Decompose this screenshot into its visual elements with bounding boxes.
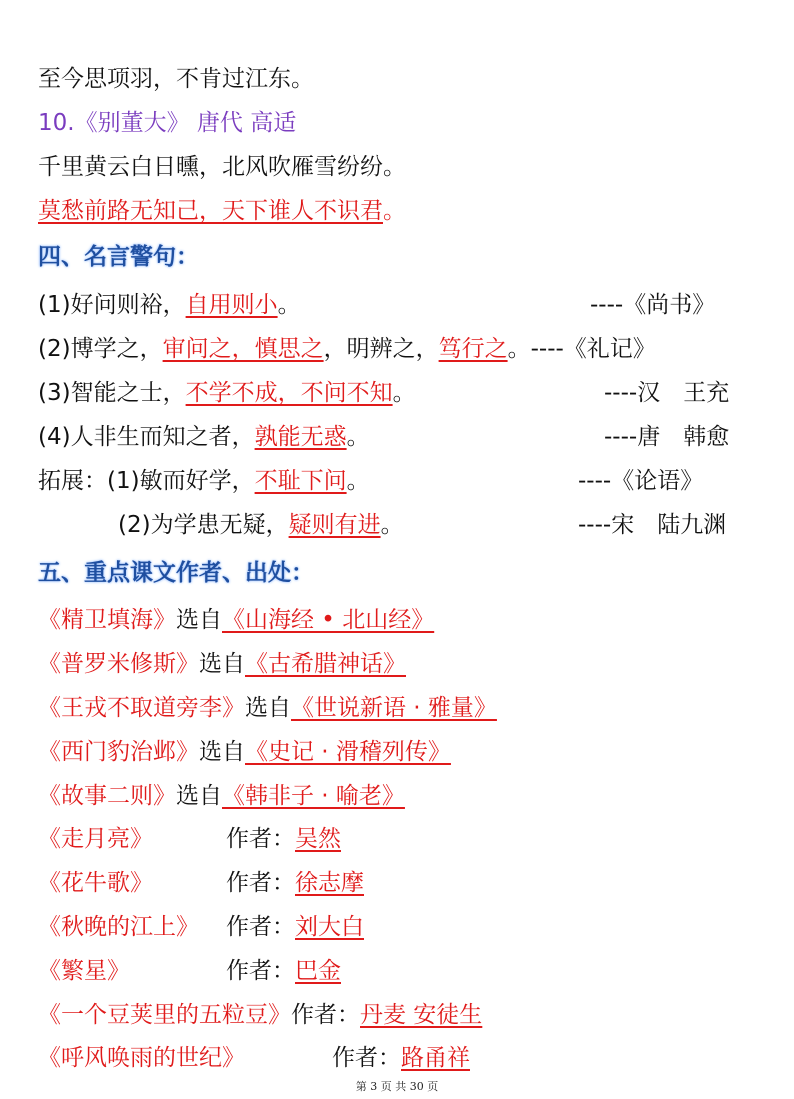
text-title: 《普罗米修斯》 — [38, 651, 199, 677]
answer-text: 莫愁前路无知己，天下谁人不识君 — [38, 198, 383, 224]
poem-title: 10.《别董大》 唐代 高适 — [38, 110, 297, 136]
author-label: 作者： — [226, 914, 295, 940]
text-title: 《走月亮》 — [38, 826, 153, 852]
author-row — [226, 912, 364, 942]
answer-text: 不耻下问 — [254, 468, 347, 494]
answer-text: 徐志摩 — [295, 870, 364, 896]
source-row — [38, 781, 405, 811]
answer-text: 不学不成，不问不知 — [185, 380, 393, 406]
source-label: 选自 — [199, 739, 245, 765]
author-row — [226, 956, 341, 986]
text-title: 《呼风唤雨的世纪》 — [38, 1045, 245, 1071]
page-footer: 第 3 页 共 30 页 — [355, 1080, 439, 1093]
answer-text: 疑则有进 — [288, 512, 381, 538]
text-title: 《故事二则》 — [38, 783, 176, 809]
answer-text: 路甬祥 — [401, 1045, 470, 1071]
answer-text: 笃行之 — [438, 336, 508, 362]
poem-line-filled — [38, 196, 406, 226]
source-row — [38, 649, 406, 679]
quote-prefix: (2)博学之， — [38, 336, 163, 362]
source-row — [38, 605, 434, 635]
quote-row — [38, 378, 416, 408]
text-title: 《西门豹治邺》 — [38, 739, 199, 765]
punctuation: 。 — [392, 380, 416, 406]
text-title: 《王戎不取道旁李》 — [38, 695, 245, 721]
author-label: 作者： — [226, 958, 295, 984]
source-label: 选自 — [176, 607, 222, 633]
text-title: 《秋晚的江上》 — [38, 914, 199, 940]
source-row — [38, 693, 497, 723]
answer-text: 《古希腊神话》 — [245, 651, 406, 677]
quote-prefix: 拓展：(1)敏而好学， — [38, 468, 255, 494]
quote-source: ----《论语》 — [578, 468, 704, 494]
answer-text: 《山海经 • 北山经》 — [222, 607, 435, 633]
quote-mid: ，明辨之， — [323, 336, 439, 362]
quote-source: ----唐 韩愈 — [604, 424, 730, 450]
author-label: 作者： — [226, 826, 295, 852]
author-label: 作者： — [291, 1002, 360, 1028]
quote-prefix: (2)为学患无疑， — [118, 512, 289, 538]
source-label: 选自 — [176, 783, 222, 809]
answer-text: 《史记 · 滑稽列传》 — [245, 739, 451, 765]
answer-text: 《韩非子 · 喻老》 — [222, 783, 405, 809]
quote-row — [38, 334, 656, 364]
text-title: 《花牛歌》 — [38, 870, 153, 896]
answer-text: 丹麦 安徒生 — [360, 1002, 483, 1028]
source-row — [38, 737, 451, 767]
answer-text: 《世说新语 · 雅量》 — [291, 695, 497, 721]
quote-source: ----《礼记》 — [530, 336, 656, 362]
quote-row — [118, 510, 404, 540]
author-label: 作者： — [226, 870, 295, 896]
author-row — [226, 824, 341, 854]
answer-text: 自用则小 — [185, 292, 278, 318]
quote-source: ----宋 陆九渊 — [578, 512, 727, 538]
author-row — [332, 1043, 470, 1073]
section-heading: 四、名言警句： — [38, 244, 199, 270]
answer-text: 吴然 — [295, 826, 341, 852]
quote-prefix: (4)人非生而知之者， — [38, 424, 255, 450]
poem-line: 千里黄云白日曛，北风吹雁雪纷纷。 — [38, 154, 406, 180]
answer-text: 巴金 — [295, 958, 341, 984]
punctuation: 。 — [346, 468, 370, 494]
quote-row — [38, 422, 370, 452]
quote-row — [38, 290, 301, 320]
text-title: 《一个豆荚里的五粒豆》 — [38, 1002, 291, 1028]
punctuation: 。 — [380, 512, 404, 538]
answer-text: 孰能无惑 — [254, 424, 347, 450]
quote-source: ----汉 王充 — [604, 380, 730, 406]
quote-prefix: (1)好问则裕， — [38, 292, 186, 318]
punctuation: 。 — [507, 336, 531, 362]
author-label: 作者： — [332, 1045, 401, 1071]
answer-text: 刘大白 — [295, 914, 364, 940]
text-title: 《繁星》 — [38, 958, 130, 984]
source-label: 选自 — [199, 651, 245, 677]
author-row — [226, 868, 364, 898]
punctuation: 。 — [346, 424, 370, 450]
answer-text: 审问之，慎思之 — [162, 336, 324, 362]
punctuation: 。 — [277, 292, 301, 318]
punctuation: 。 — [383, 198, 406, 224]
section-heading: 五、重点课文作者、出处： — [38, 560, 314, 586]
quote-prefix: (3)智能之士， — [38, 380, 186, 406]
quote-row — [38, 466, 370, 496]
text-title: 《精卫填海》 — [38, 607, 176, 633]
author-row — [38, 1000, 482, 1030]
source-label: 选自 — [245, 695, 291, 721]
quote-source: ----《尚书》 — [590, 292, 716, 318]
poem-line: 至今思项羽，不肯过江东。 — [38, 66, 314, 92]
